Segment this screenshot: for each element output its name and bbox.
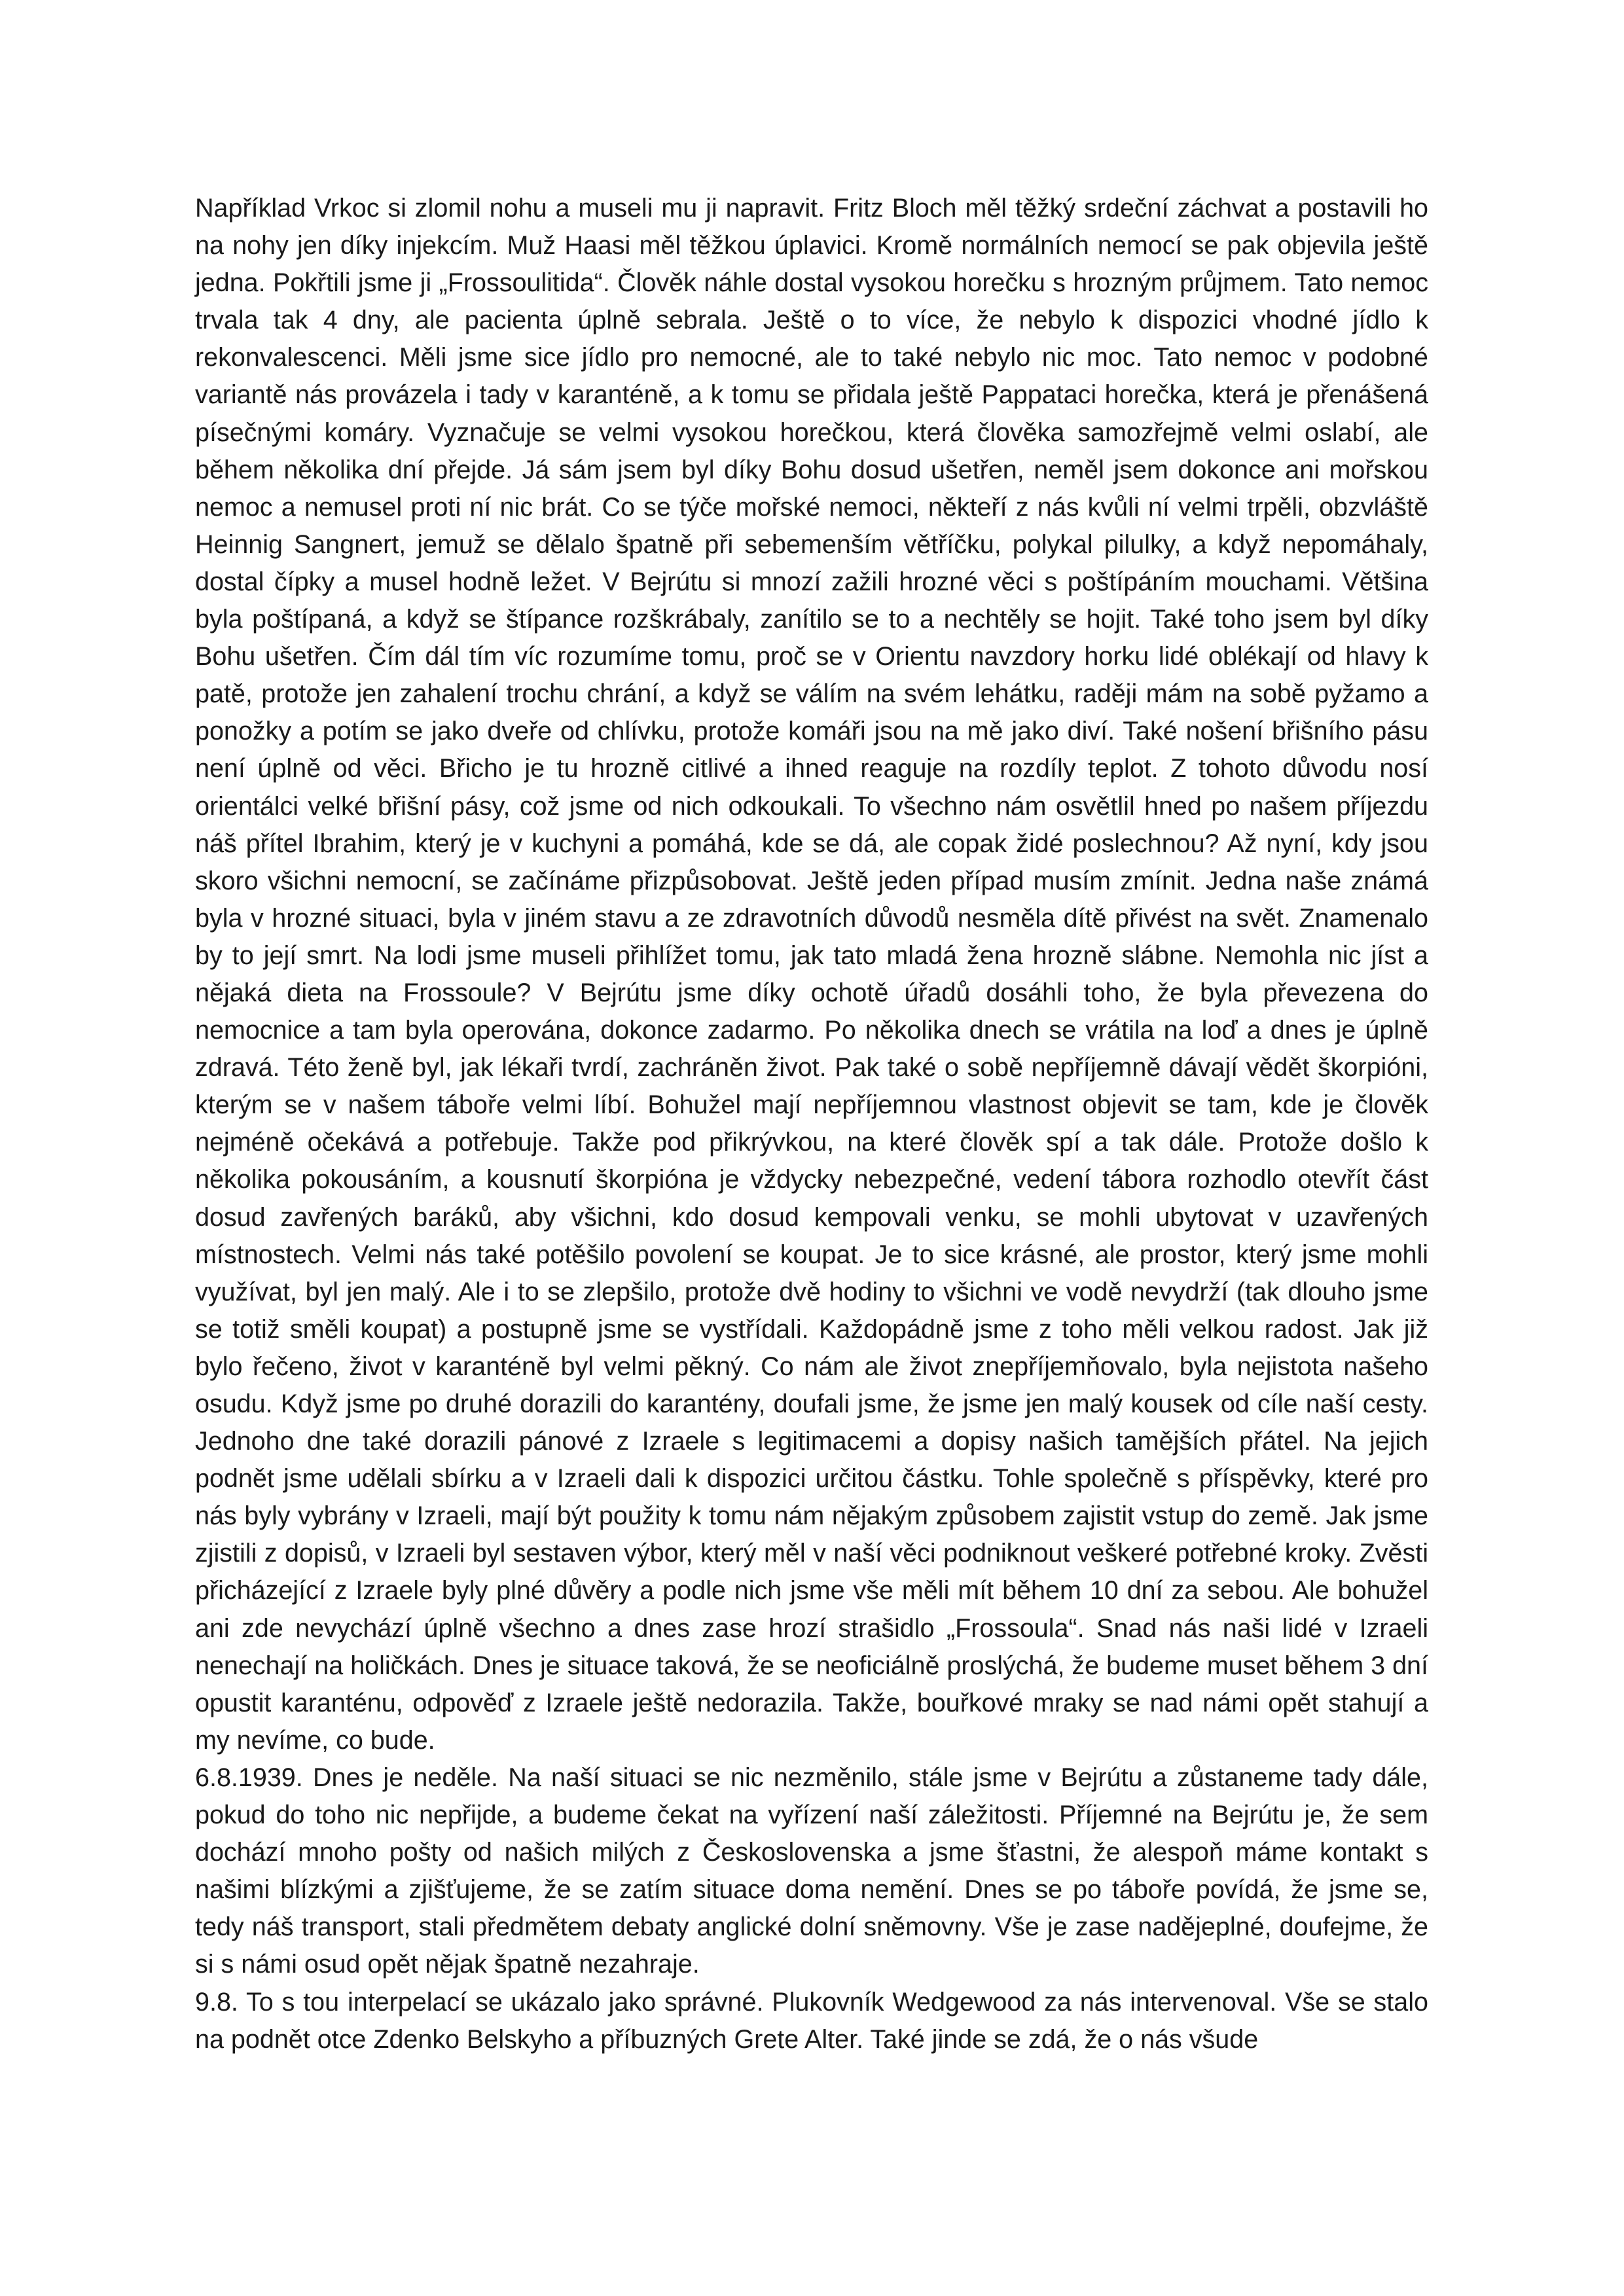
document-page xyxy=(195,190,1428,2058)
paragraph-entry-6-8-1939: 6.8.1939. Dnes je neděle. Na naší situaci se nic nezměnilo, stále jsme v Bejrútu a zůstaneme tady dále, pokud do toho nic nepřijde, a budeme čekat na vyřízení naší záležitosti. Příjemné na Bejrútu je, že sem dochází mnoho pošty od našich milých z Československa a jsme šťastni, že alespoň máme kontakt s našimi blízkými a zjišťujeme, že se zatím situace doma nemění. Dnes se po táboře povídá, že jsme se, tedy náš transport, stali předmětem debaty anglické dolní sněmovny. Vše je zase nadějeplné, doufejme, že si s námi osud opět nějak špatně nezahraje. xyxy=(195,1763,1428,1979)
paragraph-entry-9-8: 9.8. To s tou interpelací se ukázalo jako správné. Plukovník Wedgewood za nás intervenoval. Vše se stalo na podnět otce Zdenko Belskyho a příbuzných Grete Alter. Také jinde se zdá, že o nás všude xyxy=(195,1987,1428,2054)
paragraph-quarantine-narrative: Například Vrkoc si zlomil nohu a museli mu ji napravit. Fritz Bloch měl těžký srdeční záchvat a postavili ho na nohy jen díky injekcím. Muž Haasi měl těžkou úplavici. Kromě normálních nemocí se pak objevila ještě jedna. Pokřtili jsme ji „Frossoulitida“. Člověk náhle dostal vysokou horečku s hrozným průjmem. Tato nemoc trvala tak 4 dny, ale pacienta úplně sebrala. Ještě o to více, že nebylo k dispozici vhodné jídlo k rekonvalescenci. Měli jsme sice jídlo pro nemocné, ale to také nebylo nic moc. Tato nemoc v podobné variantě nás provázela i tady v karanténě, a k tomu se přidala ještě Pappataci horečka, která je přenášená písečnými komáry. Vyznačuje se velmi vysokou horečkou, která člověka samozřejmě velmi oslabí, ale během několika dní přejde. Já sám jsem byl díky Bohu dosud ušetřen, neměl jsem dokonce ani mořskou nemoc a nemusel proti ní nic brát. Co se týče mořské nemoci, někteří z nás kvůli ní velmi trpěli, obzvláště Heinnig Sangnert, jemuž se dělalo špatně při sebemenším větříčku, polykal pilulky, a když nepomáhaly, dostal čípky a musel hodně ležet. V Bejrútu si mnozí zažili hrozné věci s poštípáním mouchami. Většina byla poštípaná, a když se štípance rozškrábaly, zanítilo se to a nechtěly se hojit. Také toho jsem byl díky Bohu ušetřen. Čím dál tím víc rozumíme tomu, proč se v Orientu navzdory horku lidé oblékají od hlavy k patě, protože jen zahalení trochu chrání, a když se válím na svém lehátku, raději mám na sobě pyžamo a ponožky a potím se jako dveře od chlívku, protože komáři jsou na mě jako diví. Také nošení břišního pásu není úplně od věci. Břicho je tu hrozně citlivé a ihned reaguje na rozdíly teplot. Z tohoto důvodu nosí orientálci velké břišní pásy, což jsme od nich odkoukali. To všechno nám osvětlil hned po našem příjezdu náš přítel Ibrahim, který je v kuchyni a pomáhá, kde se dá, ale copak židé poslechnou? Až nyní, kdy jsou skoro všichni nemocní, se začínáme přizpůsobovat. Ještě jeden případ musím zmínit. Jedna naše známá byla v hrozné situaci, byla v jiném stavu a ze zdravotních důvodů nesměla dítě přivést na svět. Znamenalo by to její smrt. Na lodi jsme museli přihlížet tomu, jak tato mladá žena hrozně slábne. Nemohla nic jíst a nějaká dieta na Frossoule? V Bejrútu jsme díky ochotě úřadů dosáhli toho, že byla převezena do nemocnice a tam byla operována, dokonce zadarmo. Po několika dnech se vrátila na loď a dnes je úplně zdravá. Této ženě byl, jak lékaři tvrdí, zachráněn život. Pak také o sobě nepříjemně dávají vědět škorpióni, kterým se v našem táboře velmi líbí. Bohužel mají nepříjemnou vlastnost objevit se tam, kde je člověk nejméně očekává a potřebuje. Takže pod přikrývkou, na které člověk spí a tak dále. Protože došlo k několika pokousáním, a kousnutí škorpióna je vždycky nebezpečné, vedení tábora rozhodlo otevřít část dosud zavřených baráků, aby všichni, kdo dosud kempovali venku, se mohli ubytovat v uzavřených místnostech. Velmi nás také potěšilo povolení se koupat. Je to sice krásné, ale prostor, který jsme mohli využívat, byl jen malý. Ale i to se zlepšilo, protože dvě hodiny to všichni ve vodě nevydrží (tak dlouho jsme se totiž směli koupat) a postupně jsme se vystřídali. Každopádně jsme z toho měli velkou radost. Jak již bylo řečeno, život v karanténě byl velmi pěkný. Co nám ale život znepříjemňovalo, byla nejistota našeho osudu. Když jsme po druhé dorazili do karantény, doufali jsme, že jsme jen malý kousek od cíle naší cesty. Jednoho dne také dorazili pánové z Izraele s legitimacemi a dopisy našich tamějších přátel. Na jejich podnět jsme udělali sbírku a v Izraeli dali k dispozici určitou částku. Tohle společně s příspěvky, které pro nás byly vybrány v Izraeli, mají být použity k tomu nám nějakým způsobem zajistit vstup do země. Jak jsme zjistili z dopisů, v Izraeli byl sestaven výbor, který měl v naší věci podniknout veškeré potřebné kroky. Zvěsti přicházející z Izraele byly plné důvěry a podle nich jsme vše měli mít během 10 dní za sebou. Ale bohužel ani zde nevychází úplně všechno a dnes zase hrozí strašidlo „Frossoula“. Snad nás naši lidé v Izraeli nenechají na holičkách. Dnes je situace taková, že se neoficiálně proslýchá, že budeme muset během 3 dní opustit karanténu, odpověď z Izraele ještě nedorazila. Takže, bouřkové mraky se nad námi opět stahují a my nevíme, co bude. xyxy=(195,194,1428,1755)
